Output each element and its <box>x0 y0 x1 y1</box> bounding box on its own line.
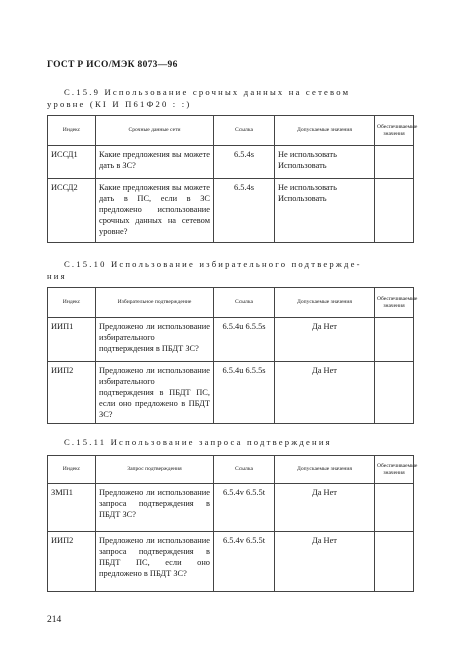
row-ref: 6.5.4s <box>214 179 275 243</box>
section-3-title-line1: С.15.11 Использование запроса подтверждения <box>64 437 332 447</box>
col-header-ref: Ссылка <box>214 116 275 146</box>
col-header-index: Индекс <box>48 116 96 146</box>
row-provided <box>375 179 414 243</box>
table-row <box>48 484 414 532</box>
row-allowed: Да Нет <box>275 484 375 532</box>
row-question: Какие предложения вы можете дать в ПС, если в ЗС предложено использование срочных данных на сетевом уровне? <box>96 179 214 243</box>
col-header-allowed: Допускаемые значения <box>275 116 375 146</box>
row-question: Предложено ли использование запроса подтверждения в ПБДТ ЗС? <box>96 484 214 532</box>
row-index: ЗМП1 <box>48 484 96 532</box>
row-provided <box>375 484 414 532</box>
col-header-index: Индекс <box>48 288 96 318</box>
row-ref: 6.5.4u 6.5.5s <box>214 318 275 362</box>
row-index: ИССД1 <box>48 146 96 179</box>
table-row <box>48 362 414 424</box>
col-header-index: Индекс <box>48 456 96 484</box>
table-3 <box>47 455 418 592</box>
table-row <box>48 532 414 592</box>
table-row <box>48 179 414 243</box>
row-question: Какие предложения вы можете дать в ЗС? <box>96 146 214 179</box>
row-index: ИИП2 <box>48 362 96 424</box>
row-provided <box>375 532 414 592</box>
row-question: Предложено ли использование избирательного подтверждения в ПБДТ ПС, если оно предложено в ПБДТ ЗС? <box>96 362 214 424</box>
row-provided <box>375 362 414 424</box>
table-1 <box>47 115 418 243</box>
table-2 <box>47 287 418 424</box>
section-1-title-line1: С.15.9 Использование срочных данных на сетевом <box>64 87 351 97</box>
row-ref: 6.5.4v 6.5.5t <box>214 484 275 532</box>
col-header-topic: Избирательное подтверждение <box>96 288 214 318</box>
section-1-title-line2: уровне (КI И П61Ф20 : :) <box>47 99 192 109</box>
col-header-provided: Обеспечиваемые значения <box>375 456 414 484</box>
row-ref: 6.5.4v 6.5.5t <box>214 532 275 592</box>
page-number: 214 <box>47 615 62 625</box>
col-header-provided: Обеспечиваемые значения <box>375 116 414 146</box>
col-header-provided: Обеспечиваемые значения <box>375 288 414 318</box>
row-question: Предложено ли использование запроса подтверждения в ПБДТ ПС, если оно предложено в ПБДТ ЗС? <box>96 532 214 592</box>
row-index: ИИП1 <box>48 318 96 362</box>
col-header-topic: Срочные данные сети <box>96 116 214 146</box>
row-allowed: Да Нет <box>275 318 375 362</box>
table-row <box>48 318 414 362</box>
row-ref: 6.5.4s <box>214 146 275 179</box>
col-header-ref: Ссылка <box>214 288 275 318</box>
section-2-title-line1: С.15.10 Использование избирательного подтвержде- <box>64 259 362 269</box>
col-header-ref: Ссылка <box>214 456 275 484</box>
row-provided <box>375 146 414 179</box>
row-allowed: Не использовать Использовать <box>275 146 375 179</box>
col-header-topic: Запрос подтверждения <box>96 456 214 484</box>
row-allowed: Да Нет <box>275 532 375 592</box>
row-ref: 6.5.4u 6.5.5s <box>214 362 275 424</box>
section-2-title-line2: ния <box>47 271 67 281</box>
col-header-allowed: Допускаемые значения <box>275 456 375 484</box>
document-header: ГОСТ Р ИСО/МЭК 8073—96 <box>47 60 178 70</box>
col-header-allowed: Допускаемые значения <box>275 288 375 318</box>
table-row <box>48 146 414 179</box>
row-provided <box>375 318 414 362</box>
row-allowed: Да Нет <box>275 362 375 424</box>
row-index: ИССД2 <box>48 179 96 243</box>
row-allowed: Не использовать Использовать <box>275 179 375 243</box>
row-question: Предложено ли использование избирательного подтверждения в ПБДТ ЗС? <box>96 318 214 362</box>
row-index: ИИП2 <box>48 532 96 592</box>
